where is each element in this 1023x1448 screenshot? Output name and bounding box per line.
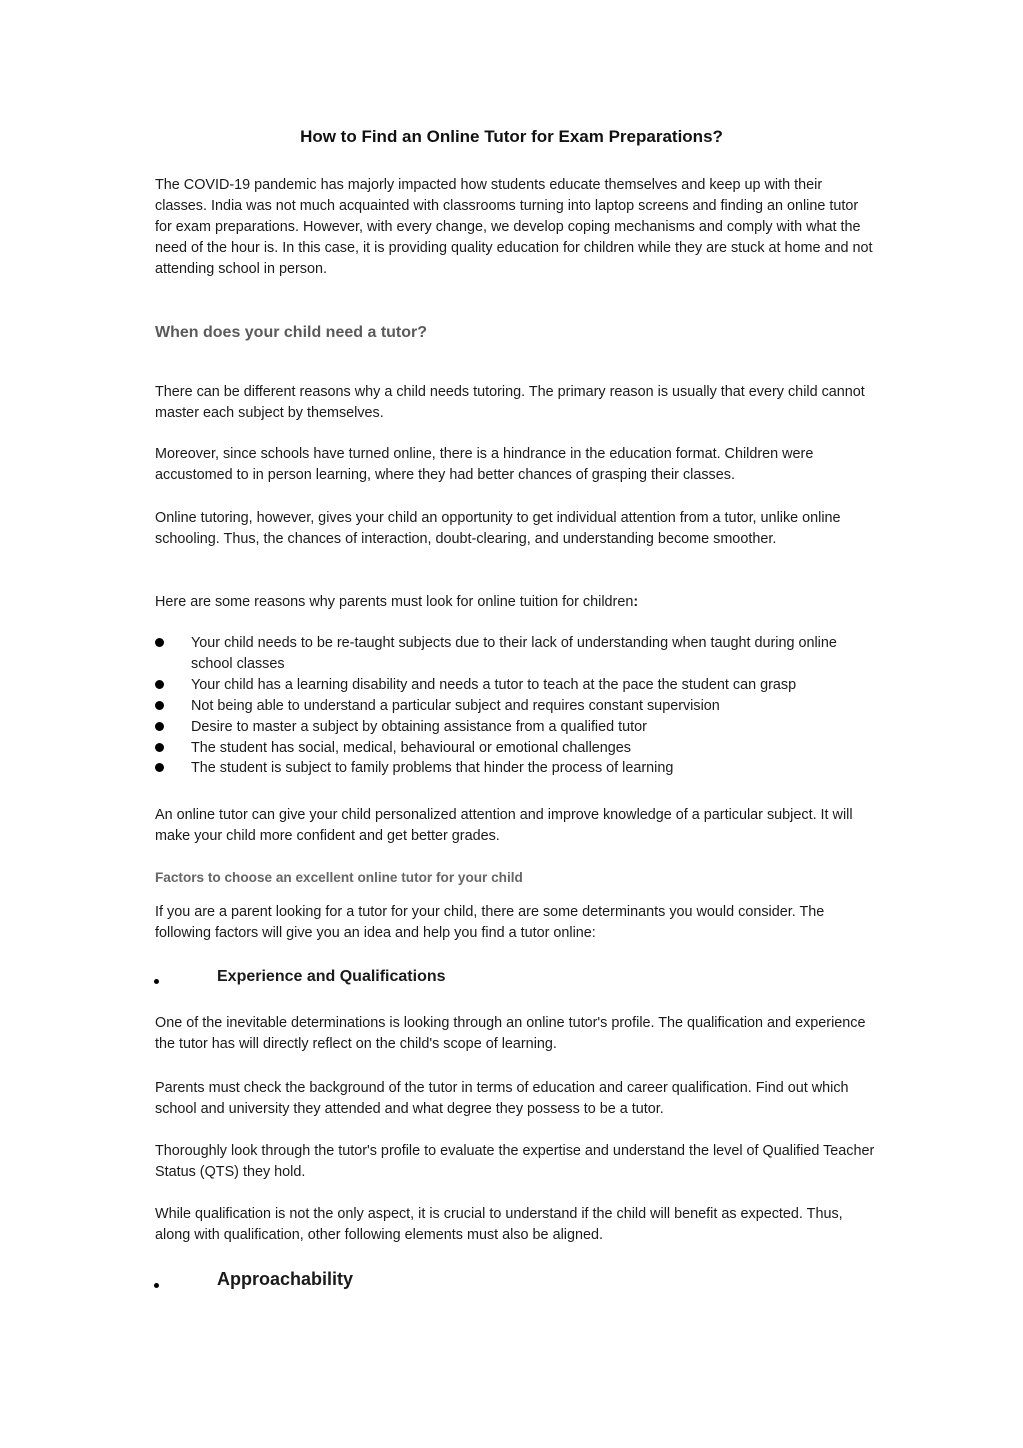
paragraph-online-tutoring: Online tutoring, however, gives your child an opportunity to get individual attention from a tutor, unlike online schooling. Thus, the chances of interaction, doubt-clearing, and understanding become smoother. [155, 510, 841, 547]
bullet-icon [154, 1283, 159, 1288]
paragraph-schools-online: Moreover, since schools have turned online, there is a hindrance in the education format. Children were accustomed to in person learning, where they had better chances of grasping their classes. [155, 446, 814, 483]
paragraph-factors-intro: If you are a parent looking for a tutor for your child, there are some determinants you would consider. The following factors will give you an idea and help you find a tutor online: [155, 904, 825, 941]
list-item [155, 675, 877, 696]
document-title: How to Find an Online Tutor for Exam Preparations? [300, 127, 723, 146]
paragraph-tutor-profile: One of the inevitable determinations is looking through an online tutor's profile. The qualification and experience the tutor has will directly reflect on the child's scope of learning. [155, 1015, 866, 1052]
list-item [155, 738, 877, 759]
bullet-icon [155, 701, 164, 710]
bullet-icon [155, 680, 164, 689]
list-item-text: Desire to master a subject by obtaining assistance from a qualified tutor [191, 718, 647, 735]
bullet-icon [154, 979, 159, 984]
paragraph-tutor-qts: Thoroughly look through the tutor's profile to evaluate the expertise and understand the level of Qualified Teacher Status (QTS) they hold. [155, 1143, 875, 1180]
factor-heading-experience: Experience and Qualifications [217, 968, 446, 985]
list-item [155, 717, 877, 738]
bullet-icon [155, 763, 164, 772]
paragraph-qualification-aspect: While qualification is not the only aspect, it is crucial to understand if the child will benefit as expected. Thus, along with qualification, other following elements must also be aligned. [155, 1206, 843, 1243]
paragraph-personalized-attention: An online tutor can give your child personalized attention and improve knowledge of a particular subject. It will make your child more confident and get better grades. [155, 807, 853, 844]
paragraph-reasons-intro: There can be different reasons why a child needs tutoring. The primary reason is usually that every child cannot master each subject by themselves. [155, 384, 865, 421]
section-heading-factors: Factors to choose an excellent online tutor for your child [155, 870, 523, 885]
list-item [155, 758, 877, 779]
reasons-lead-text: Here are some reasons why parents must look for online tuition for children [155, 594, 634, 610]
list-item [155, 633, 877, 675]
list-item-text: The student has social, medical, behavioural or emotional challenges [191, 739, 631, 756]
reasons-lead-colon: : [633, 594, 639, 610]
bullet-icon [155, 722, 164, 731]
bullet-icon [155, 743, 164, 752]
list-item-text: The student is subject to family problems that hinder the process of learning [191, 760, 674, 777]
factor-heading-approachability: Approachability [217, 1269, 354, 1289]
paragraph-reasons-lead [155, 592, 877, 613]
reasons-list [155, 633, 877, 779]
list-item-text: Your child needs to be re-taught subjects due to their lack of understanding when taught during online school classes [191, 635, 837, 672]
list-item [155, 696, 877, 717]
bullet-icon [155, 638, 164, 647]
list-item-text: Your child has a learning disability and needs a tutor to teach at the pace the student can grasp [191, 676, 797, 693]
intro-paragraph: The COVID-19 pandemic has majorly impacted how students educate themselves and keep up with their classes. India was not much acquainted with classrooms turning into laptop screens and finding an online tutor for exam preparations. However, with every change, we develop coping mechanisms and comply with what the need of the hour is. In this case, it is providing quality education for children while they are stuck at home and not attending school in person. [155, 177, 873, 277]
section-heading-when-tutor: When does your child need a tutor? [155, 324, 428, 341]
list-item-text: Not being able to understand a particular subject and requires constant supervision [191, 697, 720, 714]
paragraph-tutor-background: Parents must check the background of the tutor in terms of education and career qualification. Find out which school and university they attended and what degree they possess to be a tutor. [155, 1080, 849, 1117]
